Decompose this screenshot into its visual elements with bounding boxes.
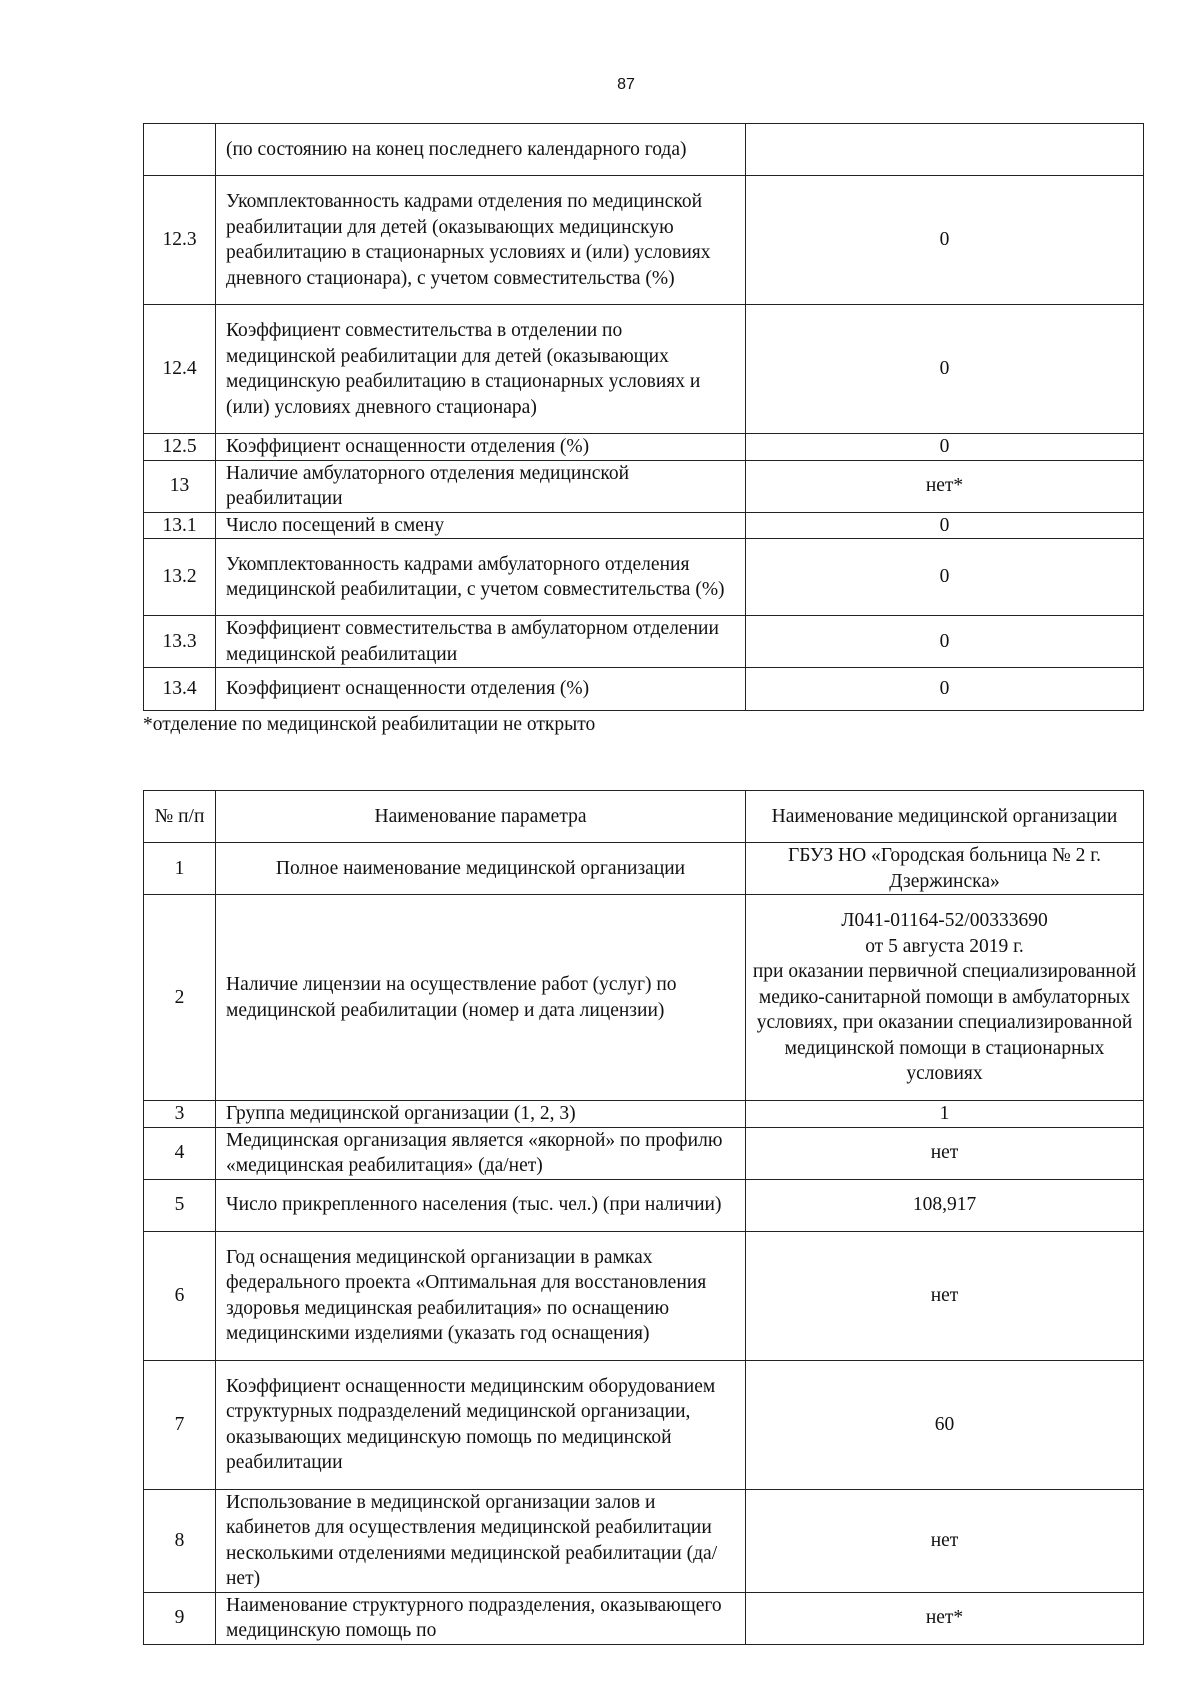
parameter-name: Наличие лицензии на осуществление работ (услуг) по медицинской реабилитации (номер и дата лицензии) <box>216 895 746 1101</box>
parameter-value: ГБУЗ НО «Городская больница № 2 г. Дзержинска» <box>746 843 1144 895</box>
parameter-name: Число посещений в смену <box>216 512 746 539</box>
row-number: 12.3 <box>144 176 216 305</box>
row-number: 13.3 <box>144 616 216 668</box>
parameter-name: Медицинская организация является «якорной» по профилю «медицинская реабилитация» (да/нет) <box>216 1127 746 1179</box>
table-row <box>144 124 1144 176</box>
parameter-value: 0 <box>746 668 1144 711</box>
parameter-value: 0 <box>746 512 1144 539</box>
parameter-value: 0 <box>746 305 1144 434</box>
table-row <box>144 843 1144 895</box>
parameter-name: Коэффициент совместительства в отделении по медицинской реабилитации для детей (оказывающих медицинскую реабилитацию в стационарных условиях и (или) условиях дневного стационара) <box>216 305 746 434</box>
table-row <box>144 616 1144 668</box>
row-number: 8 <box>144 1489 216 1592</box>
table-row <box>144 434 1144 461</box>
parameter-value: нет <box>746 1127 1144 1179</box>
table-header-row <box>144 791 1144 843</box>
table-row <box>144 1592 1144 1644</box>
table-row <box>144 668 1144 711</box>
table-row <box>144 1101 1144 1128</box>
footnote: *отделение по медицинской реабилитации не открыто <box>143 714 596 735</box>
row-number: 7 <box>144 1360 216 1489</box>
row-number: 12.5 <box>144 434 216 461</box>
row-number: 3 <box>144 1101 216 1128</box>
parameter-value: 0 <box>746 176 1144 305</box>
rehab-parameters-table-continued <box>143 123 1144 711</box>
row-number: 2 <box>144 895 216 1101</box>
page-number: 87 <box>617 76 635 93</box>
parameter-name: Группа медицинской организации (1, 2, 3) <box>216 1101 746 1128</box>
table-row <box>144 460 1144 512</box>
parameter-name: Наличие амбулаторного отделения медицинской реабилитации <box>216 460 746 512</box>
table-row <box>144 1360 1144 1489</box>
parameter-value: 108,917 <box>746 1179 1144 1231</box>
parameter-name: Полное наименование медицинской организации <box>216 843 746 895</box>
table-row <box>144 305 1144 434</box>
row-number: 5 <box>144 1179 216 1231</box>
parameter-value: 0 <box>746 616 1144 668</box>
parameter-value: нет* <box>746 1592 1144 1644</box>
row-number: 13 <box>144 460 216 512</box>
license-date: от 5 августа 2019 г. <box>865 935 1024 957</box>
license-scope: при оказании первичной специализированной медико-санитарной помощи в амбулаторных условиях, при оказании специализированной медицинской помощи в стационарных условиях <box>752 961 1137 1085</box>
parameter-value <box>746 124 1144 176</box>
parameter-name: Наименование структурного подразделения, оказывающего медицинскую помощь по <box>216 1592 746 1644</box>
table-row <box>144 539 1144 616</box>
parameter-name: Укомплектованность кадрами амбулаторного отделения медицинской реабилитации, с учетом совместительства (%) <box>216 539 746 616</box>
parameter-name: Коэффициент оснащенности медицинским оборудованием структурных подразделений медицинской организации, оказывающих медицинскую помощь по медицинской реабилитации <box>216 1360 746 1489</box>
parameter-name: Использование в медицинской организации залов и кабинетов для осуществления медицинской реабилитации несколькими отделениями медицинской реабилитации (да/нет) <box>216 1489 746 1592</box>
row-number <box>144 124 216 176</box>
parameter-name: Укомплектованность кадрами отделения по медицинской реабилитации для детей (оказывающих медицинскую реабилитацию в стационарных условиях и (или) условиях дневного стационара), с учетом совместительства (%) <box>216 176 746 305</box>
parameter-name: Коэффициент совместительства в амбулаторном отделении медицинской реабилитации <box>216 616 746 668</box>
parameter-value: нет <box>746 1489 1144 1592</box>
parameter-name: Число прикрепленного населения (тыс. чел.) (при наличии) <box>216 1179 746 1231</box>
parameter-name: Коэффициент оснащенности отделения (%) <box>216 434 746 461</box>
table-row <box>144 1231 1144 1360</box>
parameter-name: (по состоянию на конец последнего календарного года) <box>216 124 746 176</box>
column-header-number: № п/п <box>144 791 216 843</box>
license-details <box>746 895 1144 1101</box>
medical-organization-parameters-table <box>143 790 1144 1645</box>
parameter-value: 60 <box>746 1360 1144 1489</box>
row-number: 12.4 <box>144 305 216 434</box>
parameter-name: Коэффициент оснащенности отделения (%) <box>216 668 746 711</box>
row-number: 1 <box>144 843 216 895</box>
table-row <box>144 512 1144 539</box>
column-header-organization: Наименование медицинской организации <box>746 791 1144 843</box>
parameter-value: нет* <box>746 460 1144 512</box>
row-number: 6 <box>144 1231 216 1360</box>
row-number: 13.1 <box>144 512 216 539</box>
parameter-value: 0 <box>746 434 1144 461</box>
table-row <box>144 1127 1144 1179</box>
column-header-parameter: Наименование параметра <box>216 791 746 843</box>
row-number: 9 <box>144 1592 216 1644</box>
table-row <box>144 176 1144 305</box>
license-number: Л041-01164-52/00333690 <box>841 910 1048 932</box>
parameter-value: 0 <box>746 539 1144 616</box>
parameter-value: 1 <box>746 1101 1144 1128</box>
row-number: 4 <box>144 1127 216 1179</box>
parameter-name: Год оснащения медицинской организации в рамках федерального проекта «Оптимальная для восстановления здоровья медицинская реабилитация» по оснащению медицинскими изделиями (указать год оснащения) <box>216 1231 746 1360</box>
table-row <box>144 1179 1144 1231</box>
row-number: 13.2 <box>144 539 216 616</box>
table-row <box>144 895 1144 1101</box>
row-number: 13.4 <box>144 668 216 711</box>
parameter-value: нет <box>746 1231 1144 1360</box>
table-row <box>144 1489 1144 1592</box>
